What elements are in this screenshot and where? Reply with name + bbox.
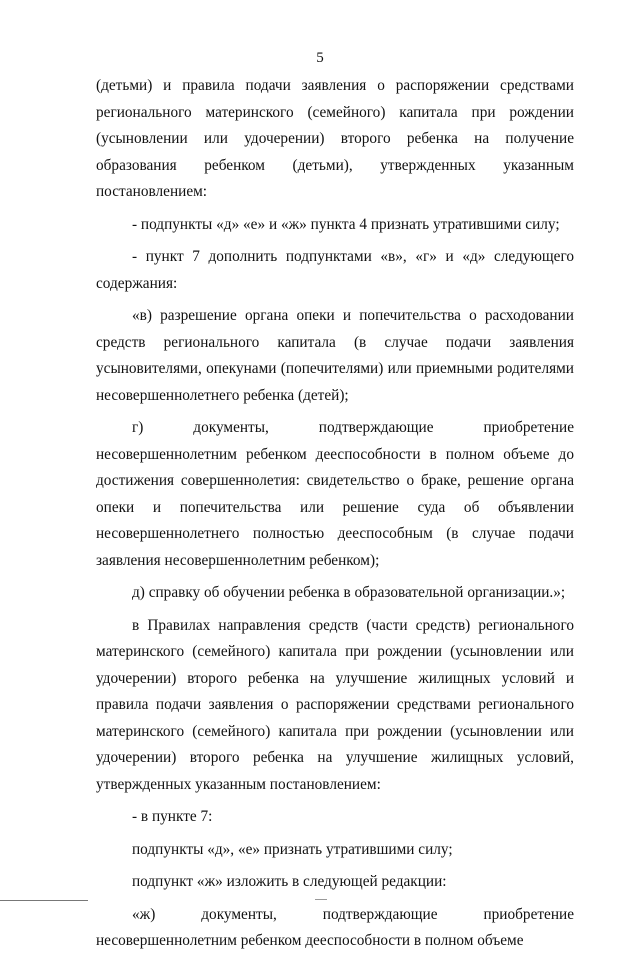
paragraph: д) справку об обучении ребенка в образовательной организации.»; — [132, 584, 566, 601]
paragraph: (детьми) и правила подачи заявления о распоряжении средствами регионального материнского (семейного) капитала при рождении (усыновлении или удочерении) второго ребенка на получение образования ребенком (детьми), утвержденных указанным постановлением: — [96, 77, 574, 200]
scan-artifact-line — [0, 900, 88, 901]
document-body — [96, 73, 574, 955]
paragraph: «ж) документы, подтверждающие приобретение несовершеннолетним ребенком дееспособности в полном объеме — [96, 905, 574, 949]
paragraph: г) документы, подтверждающие приобретение несовершеннолетним ребенком дееспособности в полном объеме до достижения совершеннолетия: свидетельство о браке, решение органа опеки и попечительства или решение суда об объявлении несовершеннолетнего полностью дееспособным (в случае подачи заявления несовершеннолетним ребенком); — [96, 419, 574, 569]
paragraph: подпункты «д», «е» признать утратившими силу; — [132, 840, 453, 858]
paragraph: - в пункте 7: — [132, 808, 213, 825]
paragraph: в Правилах направления средств (части средств) регионального материнского (семейного) капитала при рождении (усыновлении или удочерении) второго ребенка на улучшение жилищных условий и правила подачи заявления о распоряжении средствами регионального материнского (семейного) капитала при рождении (усыновлении или удочерении) второго ребенка на улучшение жилищных условий, утвержденных указанным постановлением: — [96, 616, 574, 793]
paragraph: «в) разрешение органа опеки и попечительства о расходовании средств регионального капитала (в случае подачи заявления усыновителями, опекунами (попечителями) или приемными родителями несовершеннолетнего ребенка (детей); — [96, 307, 574, 404]
paragraph: подпункт «ж» изложить в следующей редакции: — [132, 873, 447, 890]
paragraph: - пункт 7 дополнить подпунктами «в», «г» и «д» следующего содержания: — [96, 248, 574, 292]
scan-artifact-mark — [315, 899, 327, 900]
paragraph: - подпункты «д» «е» и «ж» пункта 4 признать утратившими силу; — [132, 215, 560, 233]
page-number: 5 — [316, 50, 324, 66]
